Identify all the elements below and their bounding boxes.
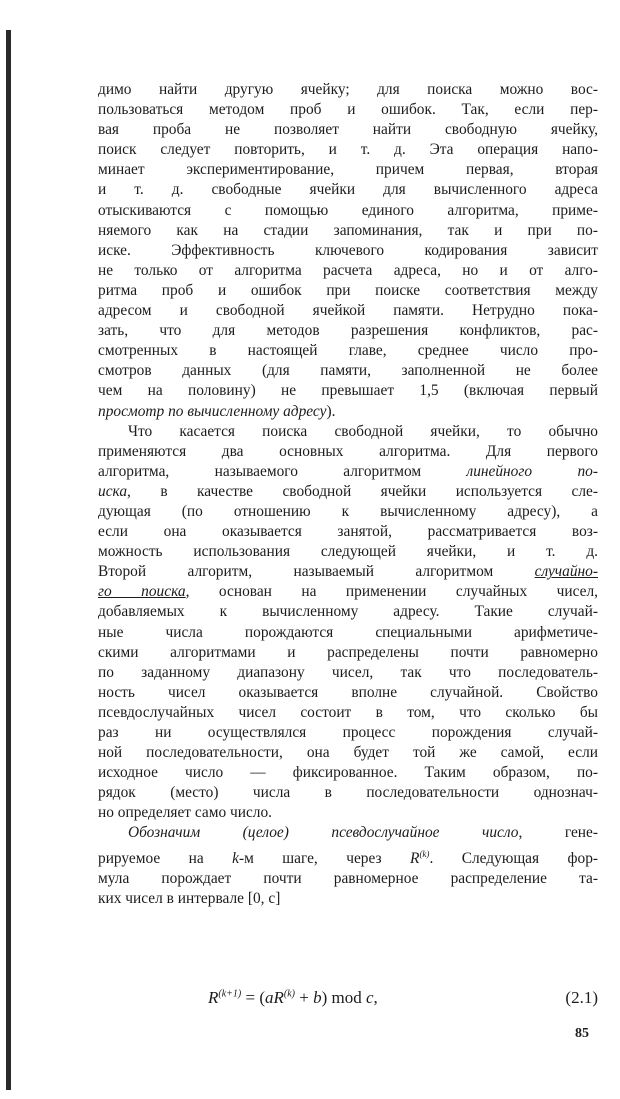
text-line: пользоваться методом проб и ошибок. Так, если пер- — [98, 101, 598, 119]
text-line: смотров данных (для памяти, заполненной не более — [98, 362, 598, 380]
paragraph-2 — [98, 422, 598, 824]
formula-term-b: b — [313, 988, 322, 1007]
formula-plus: + — [295, 988, 314, 1007]
text-fragment: , гене- — [518, 824, 598, 842]
text-line: ной последовательности, она будет той же самой, если — [98, 744, 598, 762]
text-line: псевдослучайных чисел состоит в том, что сколько бы — [98, 703, 598, 721]
formula-term-superscript: (k) — [283, 988, 295, 1000]
italic-term: го поиска — [98, 583, 186, 601]
text-line: иске. Эффективность ключевого кодирования зависит — [98, 241, 598, 259]
formula — [208, 988, 378, 1008]
text-line — [98, 482, 598, 502]
formula-mod: ) mod — [321, 988, 366, 1007]
text-fragment: ). — [326, 402, 336, 420]
formula-term-a: aR — [265, 988, 284, 1007]
italic-term: иска — [98, 482, 128, 500]
text-line: ные числа порождаются специальными арифметиче- — [98, 623, 598, 641]
text-fragment: , в качестве свободной ячейки используется сле- — [127, 482, 598, 500]
text-line: дующая (по отношению к вычисленному адресу), а — [98, 502, 598, 520]
text-line: отыскиваются с помощью единого алгоритма, приме- — [98, 201, 598, 219]
formula-equals: = ( — [241, 988, 265, 1007]
text-line: можность использования следующей ячейки, и т. д. — [98, 543, 598, 561]
text-line: чем на половину) не превышает 1,5 (включая первый — [98, 382, 598, 400]
body-text — [98, 80, 598, 909]
text-line: няемого как на стадии запоминания, так и при по- — [98, 221, 598, 239]
text-line: исходное число — фиксированное. Таким образом, по- — [98, 764, 598, 782]
equation-number: (2.1) — [565, 988, 598, 1007]
formula-row — [98, 988, 598, 1012]
text-line: применяются два основных алгоритма. Для первого — [98, 442, 598, 460]
text-line: скими алгоритмами и распределены почти равномерно — [98, 643, 598, 661]
formula-lhs-superscript: (k+1) — [218, 988, 242, 1000]
formula-comma: , — [373, 988, 378, 1007]
formula-modulus: c — [365, 988, 374, 1007]
text-fragment: , основан на применении случайных чисел, — [185, 583, 598, 601]
text-line — [98, 402, 598, 422]
text-line: смотренных в настоящей главе, среднее число про- — [98, 342, 598, 360]
text-line: мула порождает почти равномерное распределение та- — [98, 869, 598, 887]
text-line: минает экспериментирование, причем первая, вторая — [98, 161, 598, 179]
text-line: ких чисел в интервале [0, c] — [98, 889, 281, 907]
text-fragment: рируемое на — [98, 849, 233, 867]
formula-lhs: R — [208, 988, 219, 1007]
text-line: рядок (место) числа в последовательности однознач- — [98, 784, 598, 802]
text-line: поиск следует повторить, и т. д. Эта операция напо- — [98, 141, 598, 159]
italic-phrase: Обозначим (целое) псевдослучайное число — [128, 824, 519, 842]
text-fragment: Второй алгоритм, называемый алгоритмом — [98, 563, 535, 581]
italic-term: случайно- — [534, 563, 598, 581]
text-fragment: . Следующая фор- — [429, 849, 599, 867]
text-line — [98, 582, 598, 602]
text-line: и т. д. свободные ячейки для вычисленного адреса — [98, 181, 598, 199]
paragraph-1 — [98, 80, 598, 422]
text-line: по заданному диапазону чисел, так что последователь- — [98, 663, 598, 681]
text-line: если она оказывается занятой, рассматривается воз- — [98, 523, 598, 541]
text-line: Что касается поиска свободной ячейки, то обычно — [128, 422, 598, 440]
text-line — [98, 823, 598, 843]
text-line: добавляемых к вычисленному адресу. Такие случай- — [98, 603, 598, 621]
text-line: ность чисел оказывается вполне случайной. Свойство — [98, 683, 598, 701]
text-fragment: алгоритма, называемого алгоритмом — [98, 462, 467, 480]
math-variable: k — [232, 849, 239, 867]
page-number: 85 — [575, 1026, 589, 1041]
text-fragment: -м шаге, через — [239, 849, 411, 867]
text-line — [98, 562, 598, 582]
binding-edge — [6, 30, 11, 1090]
italic-term: линейного по- — [466, 462, 598, 480]
text-line: вая проба не позволяет найти свободную ячейку, — [98, 121, 598, 139]
math-variable: R — [410, 849, 420, 867]
text-line: но определяет само число. — [98, 804, 273, 822]
text-line: раз ни осуществлялся процесс порождения случай- — [98, 724, 598, 741]
math-superscript: (k) — [419, 848, 430, 859]
italic-phrase: просмотр по вычисленному адресу — [98, 402, 327, 420]
text-line: адресом и свободной ячейкой памяти. Нетрудно пока- — [98, 302, 598, 320]
paragraph-3 — [98, 823, 598, 909]
text-line: не только от алгоритма расчета адреса, но и от алго- — [98, 261, 598, 279]
text-line — [98, 844, 598, 869]
text-line: димо найти другую ячейку; для поиска можно вос- — [98, 81, 598, 98]
text-line: ритма проб и ошибок при поиске соответствия между — [98, 281, 598, 299]
text-line: зать, что для методов разрешения конфликтов, рас- — [98, 322, 598, 340]
text-line — [98, 462, 598, 482]
